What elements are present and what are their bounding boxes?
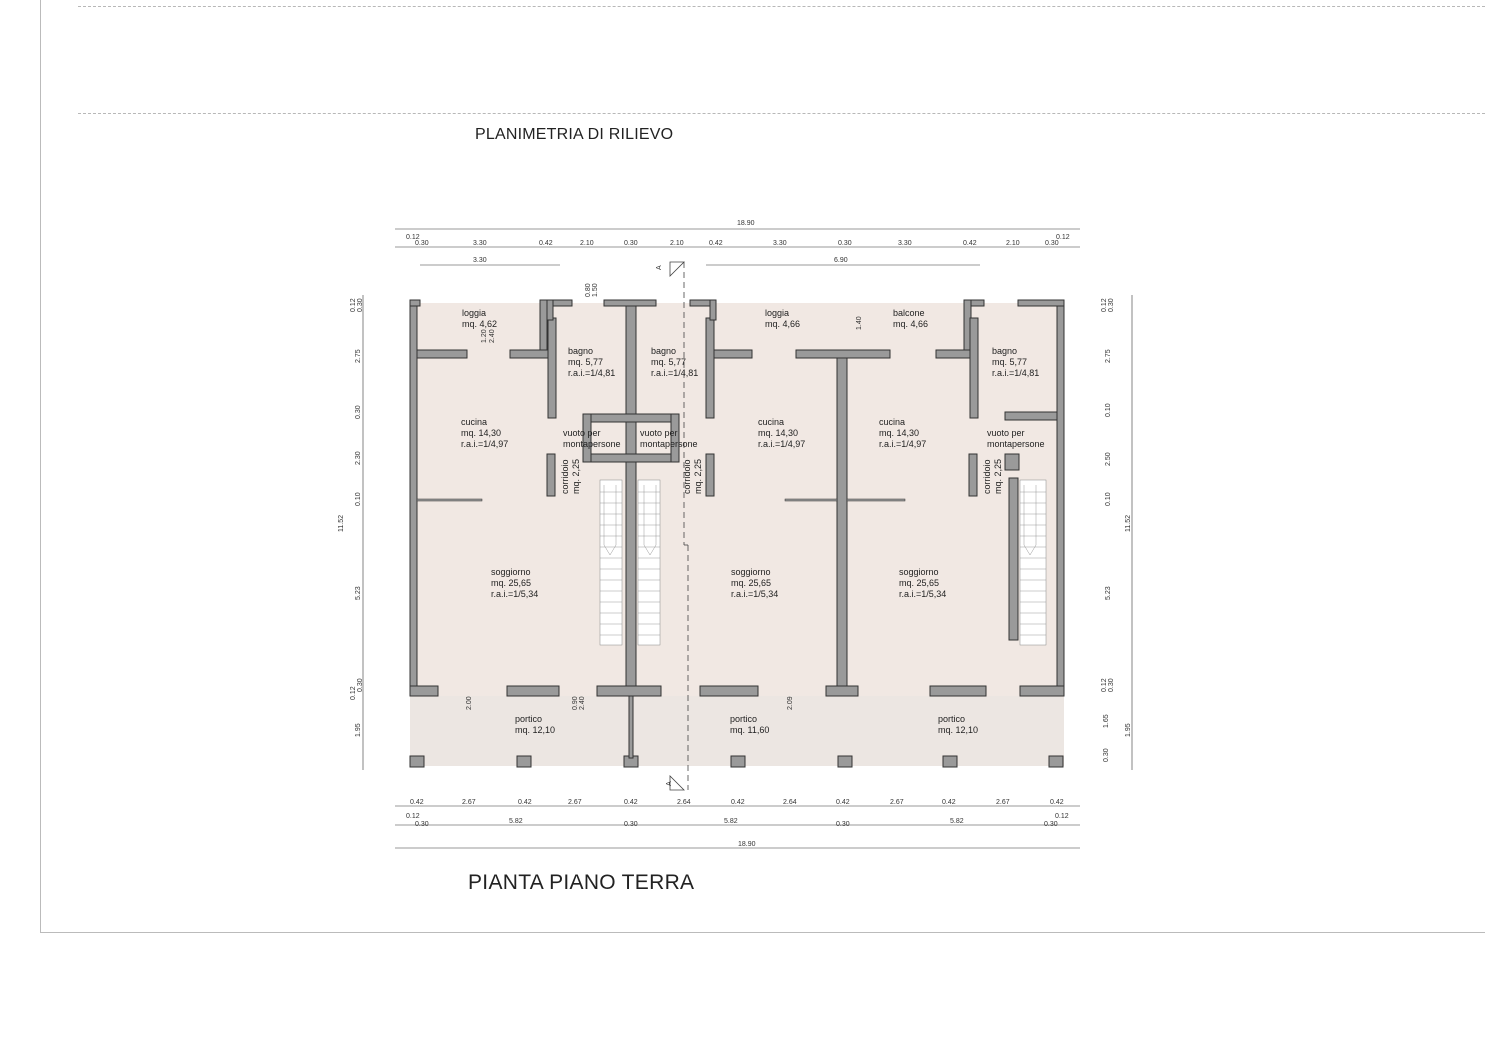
dim-bottom-r1-3: 2.67 (568, 799, 582, 806)
dim-left-7: 0.30 (357, 678, 364, 692)
room-label-u1-loggia: loggia mq. 4,62 (462, 308, 498, 329)
dim-bottom-r1-2: 0.42 (518, 799, 532, 806)
dim-top-r1-6: 2.10 (670, 240, 684, 247)
dim-bottom-r1-5: 2.64 (677, 799, 691, 806)
dim-bottom-r1-11: 2.67 (996, 799, 1010, 806)
dim-right-3: 0.10 (1105, 403, 1112, 417)
room-label-u1-vuoto: vuoto per montapersone (563, 428, 621, 449)
dim-left-total: 11.52 (338, 515, 345, 532)
dim-right-8: 0.30 (1108, 678, 1115, 692)
dim-bottom-r1-9: 2.67 (890, 799, 904, 806)
dim-right-10: 1.95 (1125, 723, 1132, 737)
room-label-u3-vuoto: vuoto per montapersone (987, 428, 1045, 449)
dim-left-8: 0.12 (350, 686, 357, 700)
dim-top-r1-0: 0.12 (406, 234, 420, 241)
dim-top-r1-11: 0.42 (963, 240, 977, 247)
dim-left-0: 0.12 (350, 298, 357, 312)
room-label-u2-vuoto: vuoto per montapersone (640, 428, 698, 449)
dim-right-6: 5.23 (1105, 586, 1112, 600)
dim-left-3: 0.30 (355, 405, 362, 419)
dim-right-2: 2.75 (1105, 349, 1112, 363)
floor-areas (410, 303, 1064, 766)
dim-left-4: 2.30 (355, 451, 362, 465)
dim-opening-3: 1.50 (592, 283, 599, 297)
room-label-u2-soggiorno: soggiorno mq. 25,65 r.a.i.=1/5,34 (731, 567, 779, 599)
dim-bottom-r1-12: 0.42 (1050, 799, 1064, 806)
dim-opening-5: 2.40 (579, 696, 586, 710)
plan-title: PIANTA PIANO TERRA (468, 871, 695, 894)
room-label-u2-corridoio: corridoiomq. 2,25 (682, 458, 703, 494)
room-label-u1-soggiorno: soggiorno mq. 25,65 r.a.i.=1/5,34 (491, 567, 539, 599)
dim-bottom-r1-4: 0.42 (624, 799, 638, 806)
dim-top-r1-9: 0.30 (838, 240, 852, 247)
room-label-u3-portico: portico mq. 12,10 (938, 714, 979, 735)
dim-bottom-r2-8: 0.12 (1055, 813, 1069, 820)
dim-right-9: 1.65 (1103, 714, 1110, 728)
dim-bottom-r2-6: 5.82 (950, 818, 964, 825)
dim-opening-7: 1.40 (856, 316, 863, 330)
dim-bottom-r2-5: 0.30 (836, 821, 850, 828)
room-label-u2-cucina: cucina mq. 14,30 r.a.i.=1/4,97 (758, 417, 806, 449)
room-label-u3-balcone: balcone mq. 4,66 (893, 308, 929, 329)
dim-top-r1-13: 0.30 (1045, 240, 1059, 247)
dim-right-11: 0.30 (1103, 748, 1110, 762)
dim-bottom-r1-7: 2.64 (783, 799, 797, 806)
room-label-u1-cucina: cucina mq. 14,30 r.a.i.=1/4,97 (461, 417, 509, 449)
room-label-u1-portico: portico mq. 12,10 (515, 714, 556, 735)
dim-top-r1-7: 0.42 (709, 240, 723, 247)
dim-top-r1-5: 0.30 (624, 240, 638, 247)
survey-title: PLANIMETRIA DI RILIEVO (475, 126, 674, 143)
dim-top-r1-14: 0.12 (1056, 234, 1070, 241)
dim-right-0: 0.12 (1101, 298, 1108, 312)
dim-bottom-r2-1: 0.30 (415, 821, 429, 828)
dim-top-r1-12: 2.10 (1006, 240, 1020, 247)
room-label-u2-bagno: bagno mq. 5,77 r.a.i.=1/4,81 (651, 346, 699, 378)
dim-opening-2: 0.80 (585, 283, 592, 297)
dim-bottom-r1-10: 0.42 (942, 799, 956, 806)
dim-opening-0: 1.20 (481, 329, 488, 343)
wall-outer-right (1057, 300, 1064, 696)
dim-left-6: 5.23 (355, 586, 362, 600)
dim-left-2: 2.75 (355, 349, 362, 363)
room-label-u3-bagno: bagno mq. 5,77 r.a.i.=1/4,81 (992, 346, 1040, 378)
room-label-u3-cucina: cucina mq. 14,30 r.a.i.=1/4,97 (879, 417, 927, 449)
room-label-u3-corridoio: corridoiomq. 2,25 (982, 458, 1003, 494)
room-label-u1-bagno: bagno mq. 5,77 r.a.i.=1/4,81 (568, 346, 616, 378)
dim-top-r2-1: 6.90 (834, 257, 848, 264)
stair-left (600, 480, 622, 645)
dim-left-5: 0.10 (355, 492, 362, 506)
dim-opening-6: 2.09 (787, 696, 794, 710)
room-label-u3-soggiorno: soggiorno mq. 25,65 r.a.i.=1/5,34 (899, 567, 947, 599)
dim-top-r2-0: 3.30 (473, 257, 487, 264)
dim-bottom-r2-7: 0.30 (1044, 821, 1058, 828)
dim-bottom-r2-4: 5.82 (724, 818, 738, 825)
dim-opening-4: 0.90 (572, 696, 579, 710)
dim-bottom-r1-0: 0.42 (410, 799, 424, 806)
dim-top-total: 18.90 (737, 220, 755, 227)
dim-top-r1-8: 3.30 (773, 240, 787, 247)
dim-right-4: 2.50 (1105, 452, 1112, 466)
dim-opening-8: 2.00 (466, 696, 473, 710)
interior-floor (416, 303, 1057, 696)
dim-left-9: 1.95 (355, 723, 362, 737)
room-label-u2-loggia: loggia mq. 4,66 (765, 308, 801, 329)
dim-right-1: 0.30 (1108, 298, 1115, 312)
room-label-u1-corridoio: corridoiomq. 2,25 (560, 458, 581, 494)
dim-top-r1-2: 3.30 (473, 240, 487, 247)
dim-bottom-r1-8: 0.42 (836, 799, 850, 806)
dim-bottom-total: 18.90 (738, 841, 756, 848)
dim-bottom-r1-6: 0.42 (731, 799, 745, 806)
stair-middle (638, 480, 660, 645)
dim-top-r1-4: 2.10 (580, 240, 594, 247)
dim-right-total: 11.52 (1125, 515, 1132, 532)
dim-right-5: 0.10 (1105, 492, 1112, 506)
room-label-u2-portico: portico mq. 11,60 (730, 714, 770, 735)
dim-bottom-r1-1: 2.67 (462, 799, 476, 806)
dim-top-r1-1: 0.30 (415, 240, 429, 247)
section-marker-top: A (656, 265, 663, 270)
dim-opening-1: 2.40 (489, 329, 496, 343)
dim-left-1: 0.30 (357, 298, 364, 312)
wall-outer-left (410, 300, 417, 696)
dim-bottom-r2-0: 0.12 (406, 813, 420, 820)
dim-top-r1-10: 3.30 (898, 240, 912, 247)
dim-top-r1-3: 0.42 (539, 240, 553, 247)
section-marker-bottom: A (666, 781, 673, 786)
dim-bottom-r2-3: 0.30 (624, 821, 638, 828)
dim-bottom-r2-2: 5.82 (509, 818, 523, 825)
dim-right-7: 0.12 (1101, 678, 1108, 692)
